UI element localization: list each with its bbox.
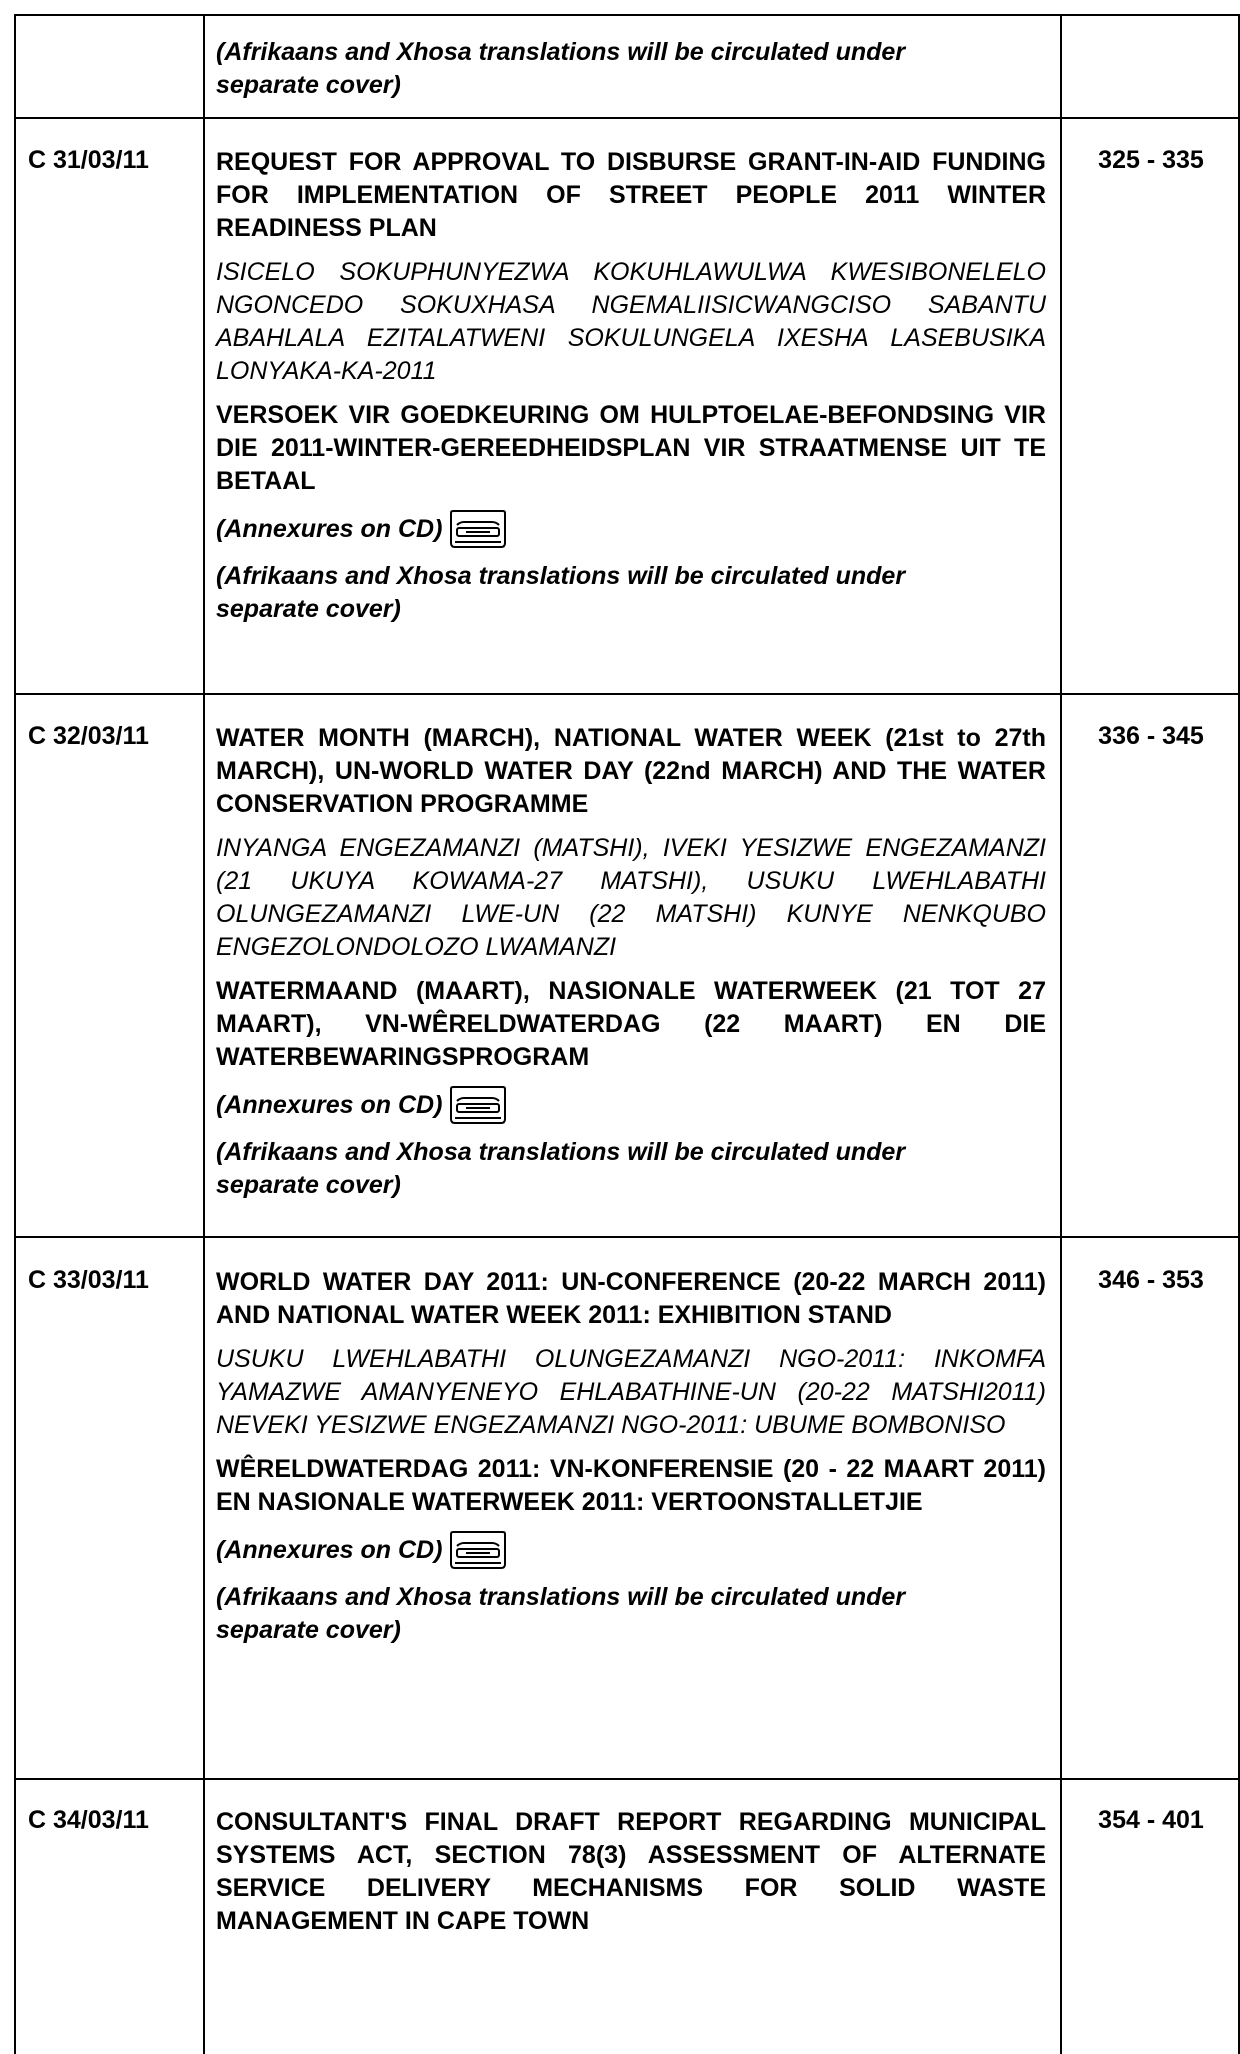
column-divider-1 [203, 14, 205, 2054]
translations-note: separate cover) [216, 1171, 401, 1199]
continuation-cell [216, 36, 1046, 102]
item-title-xhosa: INYANGA ENGEZAMANZI (MATSHI), IVEKI YESIZWE ENGEZAMANZI (21 UKUYA KOWAMA-27 MATSHI), USUKU LWEHLABATHI OLUNGEZAMANZI LWE-UN (22 MATSHI) KUNYE NENKQUBO ENGEZOLONDOLOZO LWAMANZI [216, 834, 1046, 961]
item-content [216, 722, 1046, 1202]
row-divider [14, 693, 1240, 695]
item-content [216, 1266, 1046, 1647]
item-content [216, 1806, 1046, 1938]
page-range: 354 - 401 [1098, 1806, 1204, 1834]
page-range: 336 - 345 [1098, 722, 1204, 750]
row-divider [14, 1778, 1240, 1780]
page-range: 346 - 353 [1098, 1266, 1204, 1294]
annexures-line [216, 1085, 1046, 1125]
annexures-line [216, 1530, 1046, 1570]
item-title-english: CONSULTANT'S FINAL DRAFT REPORT REGARDING MUNICIPAL SYSTEMS ACT, SECTION 78(3) ASSESSMENT OF ALTERNATE SERVICE DELIVERY MECHANISMS FOR SOLID WASTE MANAGEMENT IN CAPE TOWN [216, 1808, 1046, 1935]
item-title-afrikaans: VERSOEK VIR GOEDKEURING OM HULPTOELAE-BEFONDSING VIR DIE 2011-WINTER-GEREEDHEIDSPLAN VIR STRAATMENSE UIT TE BETAAL [216, 401, 1046, 495]
annexures-label: (Annexures on CD) [216, 514, 443, 543]
item-title-english: WORLD WATER DAY 2011: UN-CONFERENCE (20-22 MARCH 2011) AND NATIONAL WATER WEEK 2011: EXHIBITION STAND [216, 1268, 1046, 1329]
table-border-left [14, 14, 16, 2054]
item-title-afrikaans: WÊRELDWATERDAG 2011: VN-KONFERENSIE (20 - 22 MAART 2011) EN NASIONALE WATERWEEK 2011: VERTOONSTALLETJIE [216, 1455, 1046, 1516]
row-divider [14, 1236, 1240, 1238]
translations-note: separate cover) [216, 595, 401, 623]
annexures-line [216, 509, 1046, 549]
item-number: C 33/03/11 [28, 1266, 149, 1294]
item-title-english: REQUEST FOR APPROVAL TO DISBURSE GRANT-IN-AID FUNDING FOR IMPLEMENTATION OF STREET PEOPLE 2011 WINTER READINESS PLAN [216, 148, 1046, 242]
annexures-label: (Annexures on CD) [216, 1090, 443, 1119]
item-title-english: WATER MONTH (MARCH), NATIONAL WATER WEEK (21st to 27th MARCH), UN-WORLD WATER DAY (22nd MARCH) AND THE WATER CONSERVATION PROGRAMME [216, 724, 1046, 818]
cd-drive-icon [450, 1085, 506, 1125]
column-divider-2 [1060, 14, 1062, 2054]
page-range: 325 - 335 [1098, 146, 1204, 174]
item-number: C 31/03/11 [28, 146, 149, 174]
cd-drive-icon [450, 1530, 506, 1570]
translations-note: (Afrikaans and Xhosa translations will be circulated under [216, 1138, 906, 1166]
translations-note: (Afrikaans and Xhosa translations will be circulated under [216, 562, 906, 590]
item-title-xhosa: USUKU LWEHLABATHI OLUNGEZAMANZI NGO-2011: INKOMFA YAMAZWE AMANYENEYO EHLABATHINE-UN (20-22 MATSHI2011) NEVEKI YESIZWE ENGEZAMANZI NGO-2011: UBUME BOMBONISO [216, 1345, 1046, 1439]
agenda-page [14, 14, 1240, 2054]
cd-drive-icon [450, 509, 506, 549]
translations-note: (Afrikaans and Xhosa translations will be circulated under [216, 1583, 906, 1611]
translations-note: separate cover) [216, 1616, 401, 1644]
row-divider [14, 117, 1240, 119]
translations-note: separate cover) [216, 71, 401, 99]
annexures-label: (Annexures on CD) [216, 1535, 443, 1564]
item-number: C 32/03/11 [28, 722, 149, 750]
item-number: C 34/03/11 [28, 1806, 149, 1834]
table-border-top [14, 14, 1240, 16]
item-content [216, 146, 1046, 626]
item-title-afrikaans: WATERMAAND (MAART), NASIONALE WATERWEEK (21 TOT 27 MAART), VN-WÊRELDWATERDAG (22 MAART) EN DIE WATERBEWARINGSPROGRAM [216, 977, 1046, 1071]
translations-note: (Afrikaans and Xhosa translations will be circulated under [216, 38, 906, 66]
item-title-xhosa: ISICELO SOKUPHUNYEZWA KOKUHLAWULWA KWESIBONELELO NGONCEDO SOKUXHASA NGEMALIISICWANGCISO SABANTU ABAHLALA EZITALATWENI SOKULUNGELA IXESHA LASEBUSIKA LONYAKA-KA-2011 [216, 258, 1046, 385]
